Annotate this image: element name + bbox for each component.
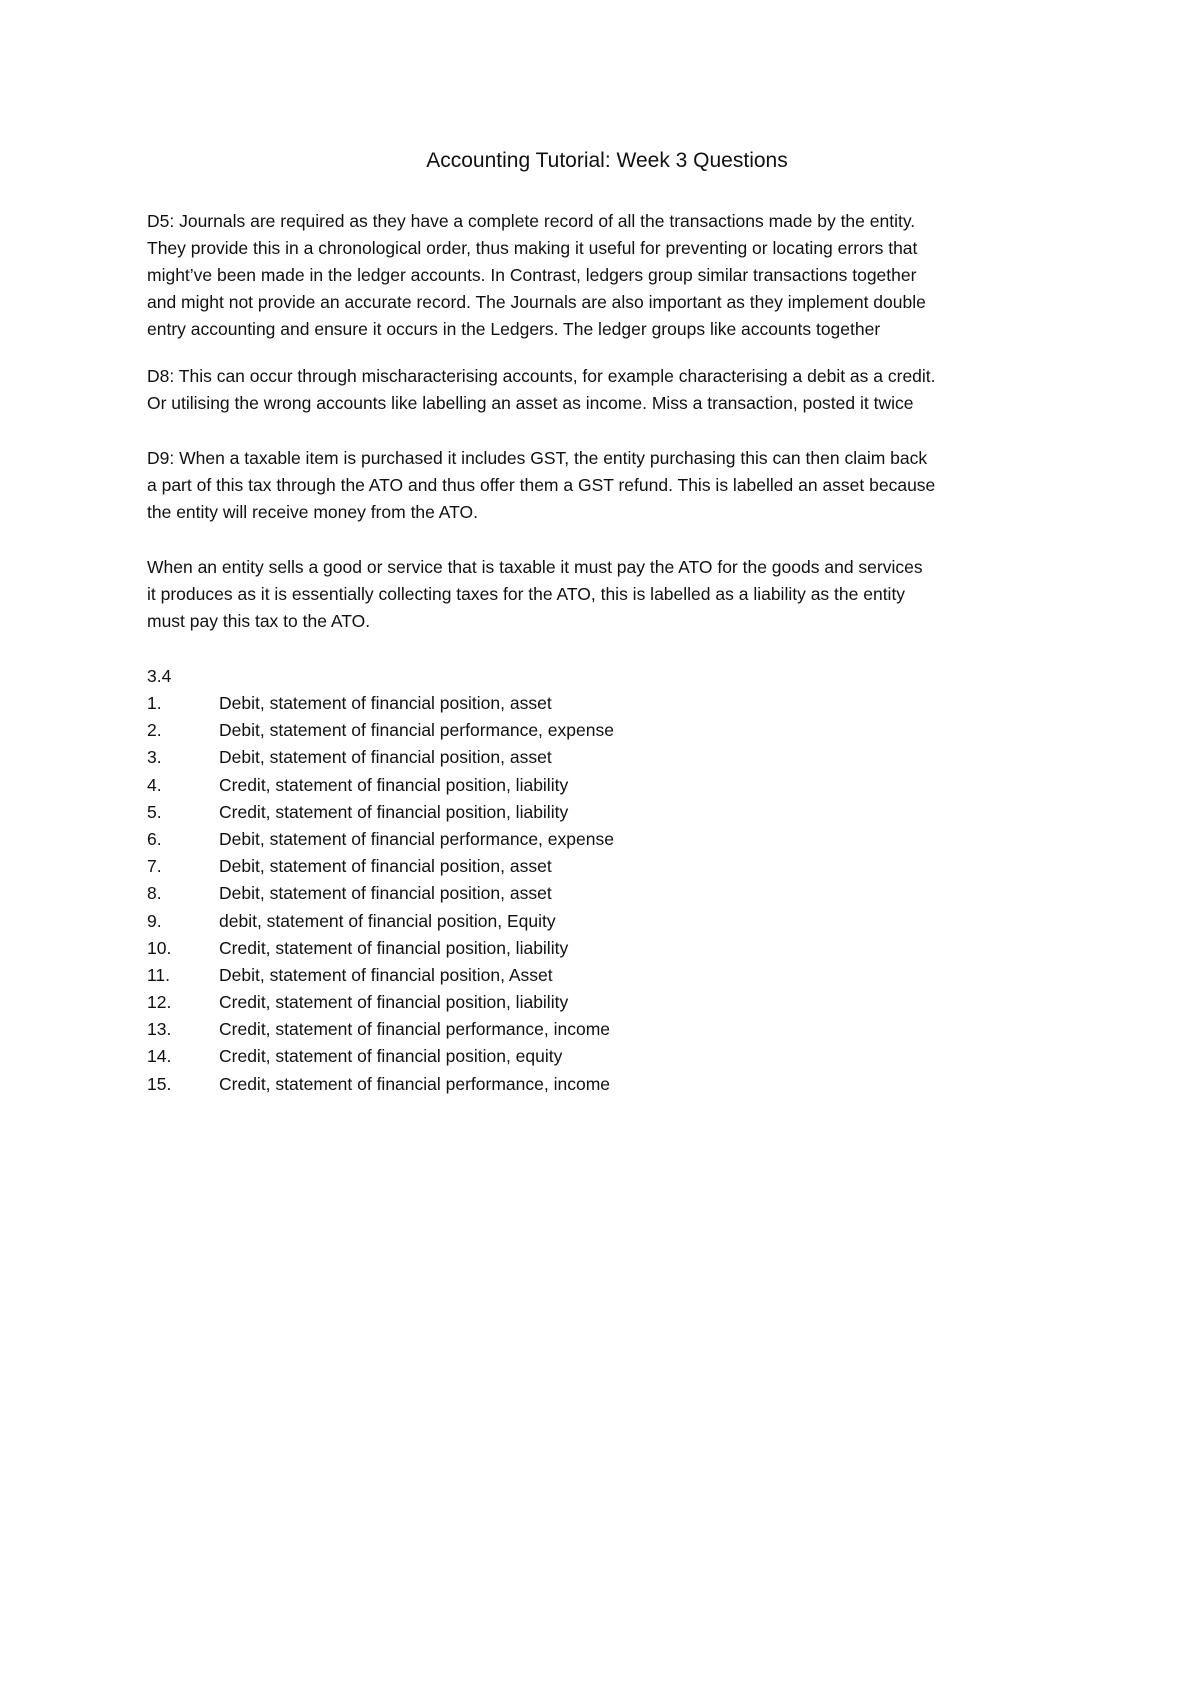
list-item-text: Credit, statement of financial position, liability bbox=[219, 774, 569, 795]
list-item-text: Debit, statement of financial performance, expense bbox=[219, 720, 614, 741]
answer-d5-line: and might not provide an accurate record. The Journals are also important as they implement double bbox=[147, 292, 926, 312]
list-item-number: 5. bbox=[147, 801, 162, 822]
answer-d8 bbox=[147, 363, 1067, 417]
list-item-number: 12. bbox=[147, 992, 172, 1013]
answer-d9-line: D9: When a taxable item is purchased it includes GST, the entity purchasing this can then claim back bbox=[147, 448, 928, 468]
list-item bbox=[147, 744, 614, 771]
list-item bbox=[147, 1071, 614, 1098]
list-item-text: Debit, statement of financial position, asset bbox=[219, 883, 552, 904]
answer-d5 bbox=[147, 208, 1067, 343]
answer-d8-line: D8: This can occur through mischaracterising accounts, for example characterising a debit as a credit. bbox=[147, 366, 936, 386]
list-item-number: 11. bbox=[147, 964, 171, 985]
list-item-number: 15. bbox=[147, 1073, 172, 1094]
list-item-number: 7. bbox=[147, 856, 162, 877]
answer-d5-line: D5: Journals are required as they have a complete record of all the transactions made by the entity. bbox=[147, 211, 916, 231]
list-item-number: 10. bbox=[147, 937, 172, 958]
list-item-number: 14. bbox=[147, 1046, 172, 1067]
list-item bbox=[147, 1043, 614, 1070]
list-item-text: Debit, statement of financial position, asset bbox=[219, 693, 552, 713]
list-item bbox=[147, 853, 614, 880]
list-item bbox=[147, 962, 614, 989]
answer-d9-line: the entity will receive money from the ATO. bbox=[147, 502, 479, 522]
list-item bbox=[147, 826, 614, 853]
list-item-number: 4. bbox=[147, 774, 162, 795]
list-item bbox=[147, 772, 614, 799]
answer-d9 bbox=[147, 445, 1067, 526]
document-title: Accounting Tutorial: Week 3 Questions bbox=[426, 149, 788, 172]
answer-d8-line: Or utilising the wrong accounts like labelling an asset as income. Miss a transaction, posted it twice bbox=[147, 393, 914, 413]
document-page bbox=[147, 0, 1067, 1698]
answer-d5-line: They provide this in a chronological order, thus making it useful for preventing or locating errors that bbox=[147, 238, 918, 258]
list-item-text: Credit, statement of financial position, liability bbox=[219, 937, 569, 958]
answer-d5-line: might’ve been made in the ledger accounts. In Contrast, ledgers group similar transactions together bbox=[147, 265, 917, 285]
question-3-4-heading: 3.4 bbox=[147, 666, 172, 686]
list-item bbox=[147, 717, 614, 744]
list-item-number: 1. bbox=[147, 693, 162, 713]
answer-d9-continued-line: must pay this tax to the ATO. bbox=[147, 611, 371, 631]
list-item-number: 13. bbox=[147, 1019, 172, 1040]
list-item bbox=[147, 799, 614, 826]
answer-d9-continued-line: When an entity sells a good or service that is taxable it must pay the ATO for the goods and services bbox=[147, 557, 923, 577]
answer-d5-line: entry accounting and ensure it occurs in the Ledgers. The ledger groups like accounts together bbox=[147, 319, 881, 339]
list-item bbox=[147, 935, 614, 962]
question-3-4-list bbox=[147, 690, 614, 1098]
list-item-text: Debit, statement of financial position, asset bbox=[219, 747, 552, 768]
answer-d9-line: a part of this tax through the ATO and thus offer them a GST refund. This is labelled an asset because bbox=[147, 475, 936, 495]
list-item bbox=[147, 908, 614, 935]
list-item-number: 9. bbox=[147, 910, 162, 931]
list-item-text: Credit, statement of financial position, equity bbox=[219, 1046, 563, 1067]
list-item-number: 3. bbox=[147, 747, 162, 768]
list-item bbox=[147, 1016, 614, 1043]
answer-d9-continued-line: it produces as it is essentially collecting taxes for the ATO, this is labelled as a liability as the entity bbox=[147, 584, 906, 604]
list-item-number: 6. bbox=[147, 828, 162, 849]
list-item-number: 2. bbox=[147, 720, 162, 741]
list-item-number: 8. bbox=[147, 883, 162, 904]
list-item-text: Debit, statement of financial position, Asset bbox=[219, 964, 553, 985]
list-item bbox=[147, 690, 614, 717]
list-item bbox=[147, 880, 614, 907]
answer-d9-continued bbox=[147, 554, 1067, 635]
list-item-text: Credit, statement of financial performance, income bbox=[219, 1019, 611, 1040]
list-item-text: Debit, statement of financial performance, expense bbox=[219, 828, 614, 849]
list-item bbox=[147, 989, 614, 1016]
list-item-text: Credit, statement of financial performance, income bbox=[219, 1073, 611, 1094]
list-item-text: Credit, statement of financial position, liability bbox=[219, 801, 569, 822]
list-item-text: debit, statement of financial position, Equity bbox=[219, 910, 556, 931]
list-item-text: Credit, statement of financial position, liability bbox=[219, 992, 569, 1013]
list-item-text: Debit, statement of financial position, asset bbox=[219, 856, 552, 877]
